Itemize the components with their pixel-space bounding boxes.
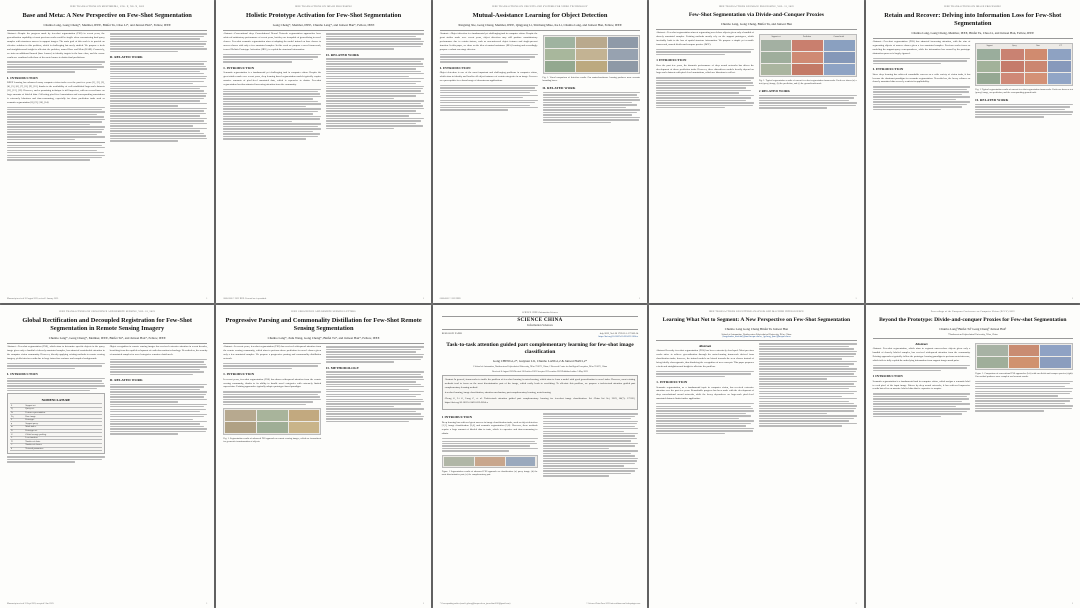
footer-page: 1 <box>422 603 424 605</box>
meaning: Query set. <box>24 408 101 412</box>
fig-label-gt: Ground truth <box>833 36 844 39</box>
figure-prototype-comparison <box>975 343 1073 370</box>
symbol: Q <box>10 408 24 412</box>
abstract-heading: Abstract <box>915 342 928 347</box>
footer-page: 1 <box>639 298 641 300</box>
abstract-text: Abstract—Despite the progress made by few-shot segmentation (FSS) in recent years, the generalization capability of most previous works could be fragile when encountering hard query samples with structures unseen in support images. The main goal of this work is to provide an effective solution to this problem, which is challenging but rarely studied. We propose a fresh and straightforward insight to alleviate the problem, named Base and Meta (BAM). Concretely, we train an additional branch (base learner) to identify targets in the base class, and the coarse results are combined with those of the meta learner to obtain final predictions. <box>7 32 105 59</box>
paper-progressive-parsing[interactable] <box>216 305 430 608</box>
article-type: RESEARCH PAPER <box>441 331 463 335</box>
footer-page: 1 <box>206 603 208 605</box>
abstract-text: Abstract. Few-shot segmentation, which aims to segment unseen-class objects given only a handful of densely labeled samples, has received widespread attention from the community. Existing approaches typically follow the prototype learning paradigm to perform meta-inference, which fails to fully exploit the underlying information from support image-mask pairs. <box>872 347 971 362</box>
meaning: Network parameters. <box>24 447 101 451</box>
footer-right: © Science China Press 2023 info.scichina.com link.springer.com <box>586 603 641 605</box>
figure-part-complementary <box>442 455 538 468</box>
journal-header: IEEE TRANSACTIONS ON IMAGE PROCESSING <box>295 6 353 8</box>
page-title: Few-Shot Segmentation via Divide-and-Conquer Proxies <box>688 11 824 18</box>
footer-left: Manuscript received 12 Sept 2022; accepted 3 Jan 2023. <box>7 603 54 605</box>
section-heading-intro: 1 INTRODUCTION <box>872 374 903 379</box>
meaning: Feature representation. <box>24 411 101 415</box>
author-list: Chunbo Lang, Gong Cheng*, Member, IEEE, Binfei Tu, Chao Li*, and Junwei Han*, Fellow, IEEE <box>43 22 171 27</box>
keywords-text: few-shot learning, image classification, attention mechanism, part complementary learning, meta-learning <box>444 391 551 395</box>
author-emails[interactable]: {langchunbo, binfeitu}@mail.nwpu.edu.cn, {gcheng, jhan}@nwpu.edu.cn <box>722 335 791 338</box>
paper-science-china[interactable] <box>433 305 647 608</box>
section-heading-intro: 1. INTRODUCTION <box>656 380 688 385</box>
journal-header: IEEE TRANSACTIONS ON MULTIMEDIA, VOL. X, NO. X, 2022 <box>70 6 145 8</box>
paper-mutual-assistance[interactable] <box>433 0 647 303</box>
meaning: Prototype set. <box>24 429 101 433</box>
intro-paragraph: DEEP learning has advanced many computer vision tasks over the past few years [1], [2], [3], [4], [5], [6], [7], [8], [9], [10], thanks to the availability of well-established large-scale datasets [11], [12], [13]. However, such a promising technique is still imperfect, with an over-reliance on large amounts of labeled data. Collecting pixel-level annotations and corresponding annotations is extremely laborious and time-consuming, especially for dense prediction tasks such as semantic segmentation [8], [9], [10], [14]. <box>7 81 105 104</box>
abstract-text: Abstract Recently few-shot segmentation (FSS) has been extensively developed. Most previous works strive to achieve generalization through the meta-learning framework derived from classification tasks; however, the trained models are biased towards the seen classes instead of being ideally class-agnostic, thus hindering the recognition of new concepts. This paper proposes a fresh and straightforward insight to alleviate the problem. <box>656 349 754 368</box>
table-title: NOMENCLATURE <box>41 398 71 403</box>
figure-caption: Figure 1. Comparison of conventional FSS approaches (left) with our divide-and-conquer proxies (right). Our method produces more complete and accurate masks. <box>975 373 1073 379</box>
paper-global-rectification[interactable] <box>0 305 214 608</box>
symbol: P <box>10 418 24 422</box>
footer-page: 1 <box>422 298 424 300</box>
footer-left: 0000-0000 © 2022 IEEE. <box>439 298 462 300</box>
journal-header: IEEE TRANSACTIONS ON IMAGE PROCESSING, VOL. 31, 2022 <box>718 6 794 8</box>
fig-label-ours: Ours <box>1036 45 1040 48</box>
symbol: Fq <box>10 415 24 419</box>
symbol: θ <box>10 447 24 451</box>
page-title: Holistic Prototype Activation for Few-Shot Segmentation <box>246 11 402 19</box>
doi-link[interactable]: https://doi.org/10.1007/s11432-022-3654-x <box>598 335 639 338</box>
author-list: Chunbo Lang Gong Cheng Binfei Tu Junwei Han <box>724 326 789 331</box>
symbol: m <box>10 426 24 430</box>
figure-caption: Fig. 1. Typical segmentation results of current few-shot segmentation frameworks. Each row shows a test (query) image, our prediction, and the corresponding ground truth. <box>975 89 1073 95</box>
footer-page: 1 <box>1071 603 1073 605</box>
symbol: C <box>10 444 24 448</box>
abstract-text: Abstract—In recent years, few-shot segmentation (FSS) has received widespread attention from the remote sensing community, which aims to perform dense prediction for novel classes given only a few annotated samples. We propose a progressive parsing and commonality distillation network. <box>223 345 322 360</box>
abstract-text: Abstract—Conventional deep Convolutional Neural Network segmentation approaches have achieved satisfactory performance of recent years, but they are incapable of generalizing to novel classes. Few-shot semantic segmentation aims at adapting the model trained on base classes to unseen classes with only a few annotated samples. In this work we propose a novel framework, termed Holistic Prototype Activation (HPA), to exploit the structural information. <box>223 32 322 51</box>
intro-paragraph: Semantic segmentation, as a fundamental topic in computer vision, has received extensive attention over the past few years. Remarkable progress has been made with the development of deep convolutional neural networks, while the heavy dependence on large-scale pixel-level annotated datasets limits further application. <box>656 385 754 401</box>
journal-subtitle: Information Sciences <box>527 323 553 328</box>
figure-caption: Fig. 1. Typical segmentation results of current few-shot segmentation frameworks. Each row shows (a) a test (query) image, (b) the prediction, and (c) the ground-truth mask. <box>758 80 857 86</box>
journal-brand: SCIENCE CHINA <box>517 318 563 324</box>
author-list: Chunbo Lang*, Jialu Wang, Gong Cheng*, Binfei Tu*, and Junwei Han*, Fellow, IEEE <box>267 335 380 340</box>
abstract-text: Abstract In general, frameworks to tackle the problem of few-shot learning is meta-learning, which aims to learn a model with good generalization to novel tasks. However, most existing methods tend to focus on the most discriminative part of the image, which easily leads to overfitting. To alleviate this problem, we propose a task-to-task attention guided part complementary learning method. <box>444 377 636 389</box>
journal-header: IEEE TRANSACTIONS ON IMAGE PROCESSING <box>944 6 1002 8</box>
intro-paragraph: Object recognition in remote sensing images has received extensive attention in recent decades, benefiting from the rapid development of earth observation technology. Nevertheless, the scarcity of annotated samples for novel categories remains a bottleneck. <box>109 345 208 357</box>
page-title: Task-to-task attention guided part complementary learning for few-shot image classification <box>446 341 634 355</box>
paper-divide-and-conquer[interactable] <box>649 0 863 303</box>
abstract-text: Abstract—Few-shot segmentation (FSS), which aims to determine specific objects in the query image given only a handful of densely annotated samples, has attracted considerable attention in the computer vision community. However, directly applying existing methods to remote sensing imagery yields inferior results due to large intra-class variance and complex backgrounds. <box>7 345 105 360</box>
author-list: Gong Cheng*, Member, IEEE, Chunbo Lang*, and Junwei Han*, Fellow, IEEE <box>272 22 375 27</box>
footer-left: 0000-0000 © 2022 IEEE. Personal use is permitted. <box>223 298 267 300</box>
meaning: Support set. <box>24 404 101 408</box>
symbol: Fs <box>10 411 24 415</box>
intro-paragraph: Semantic segmentation is a fundamental task in computer vision, which assigns a semantic label to each pixel of the input image. Driven by deep neural networks, it has achieved impressive results but relies on massive labeled data that is expensive to acquire. <box>872 379 971 391</box>
section-heading-method: II. METHODOLOGY <box>326 365 360 370</box>
section-heading-intro: I. INTRODUCTION <box>7 372 38 377</box>
figure-caption: Fig. 1. Visual comparison of detection results. Our mutual-assistance learning produces more accurate bounding boxes. <box>542 77 641 83</box>
footer-page: 1 <box>855 603 857 605</box>
meaning: Support query. <box>24 422 101 426</box>
journal-header: IEEE TRANSACTIONS ON GEOSCIENCE AND REMOTE SENSING, VOL. 61, 2023 <box>59 311 155 313</box>
intro-paragraph: Object detection is one of the most important and challenging problems in computer vision, which aims to identify and localize all object instances of certain categories in an image. It serves as a prerequisite for a broad range of downstream applications. <box>439 71 538 82</box>
symbol: p <box>10 422 24 426</box>
intro-paragraph: Since deep learning has achieved remarkable success on a wide variety of vision tasks, it has become the dominant paradigm for semantic segmentation. Nevertheless, the heavy reliance on densely annotated data severely restricts its applicability. <box>872 72 971 84</box>
symbol: L <box>10 436 24 440</box>
meaning: Base image. <box>24 415 101 419</box>
journal-header: IEEE TRANSACTIONS ON CIRCUITS AND SYSTEMS FOR VIDEO TECHNOLOGY <box>492 6 588 8</box>
section-heading-related: II. RELATED WORK <box>542 86 576 91</box>
citation-text: Cheng G, Li G, Lang C, et al. Task-to-task attention guided part complementary learning for few-shot image classification. Sci China Inf Sci, 2023, 66(7): 172103, https://doi.org/10.1007/s11432-022-3654-x <box>444 397 636 405</box>
section-heading-intro: 1 INTRODUCTION <box>656 58 687 63</box>
figure-remote-sensing-results <box>223 408 321 435</box>
affiliations: 1 School of Automation, Northwestern Polytechnical University, Xi'an 710072, China; 2 Research Center for Intelligent Perception, Xi'an 710072, China <box>472 365 608 368</box>
meaning: Number of shots. <box>24 440 101 444</box>
meaning: Mask index. <box>24 426 101 430</box>
section-heading-intro: I. INTRODUCTION <box>872 67 904 72</box>
paper-holistic-prototype[interactable] <box>216 0 430 303</box>
paper-beyond-prototype[interactable] <box>866 305 1080 608</box>
section-heading-intro: I. INTRODUCTION <box>7 75 38 80</box>
page-title: Progressive Parsing and Commonality Distillation for Few-Shot Remote Sensing Segmentation <box>225 316 422 332</box>
fig-label-query: Query <box>1011 45 1017 48</box>
symbol: S <box>10 404 24 408</box>
section-heading-related: II. RELATED WORK <box>109 378 143 383</box>
affiliations: School of Automation, Northwestern Polytechnical University, Xi'an, China <box>721 333 792 336</box>
figure-caption: Fig. 1. Segmentation results of advanced FSS approach on remote sensing images, which are inconsistent for geometric transformation of objects. <box>223 438 322 444</box>
meaning: Number of classes. <box>24 444 101 448</box>
section-heading-intro: I. INTRODUCTION <box>439 65 471 70</box>
meaning: Global average pooling. <box>24 433 101 437</box>
intro-paragraph: Deep learning has achieved great success in image classification tasks, such as object detection [1,2], image classification [3,4], and semantic segmentation [5,6]. However, these methods require a large amount of labeled data to train, which is expensive and time-consuming to obtain. <box>441 420 538 436</box>
section-heading-related: II. RELATED WORK <box>975 98 1009 103</box>
figure-caption: Figure 1 Segmentation results of advanced FSS approach on classification. (a) query image; (b) the most discriminative part; (c) the complementary part. <box>441 470 538 476</box>
page-title: Learning What Not to Segment: A New Perspective on Few-Shot Segmentation <box>662 316 851 323</box>
figure-fss-results <box>759 34 857 77</box>
symbol: G <box>10 433 24 437</box>
journal-header: SCIENCE CHINA Information Sciences <box>522 312 558 314</box>
author-list: Chunbo Lang, Gong Cheng, Binfei Tu, and Junwei Han <box>720 21 792 26</box>
section-heading-related: II. RELATED WORK <box>109 55 143 60</box>
author-list: Gong CHENG1,2*, Guiyuan LI1, Chunbo LANG1,2 & Junwei HAN1,2* <box>492 358 588 363</box>
figure-detection-results <box>543 35 641 74</box>
fig-label-gt: GT <box>1059 45 1062 48</box>
fig-label-support: Support set <box>771 36 781 39</box>
fig-label-prediction: Prediction <box>802 36 812 39</box>
abstract-text: Abstract—Object detection is a fundamental yet challenging task in computer vision. Despite the great strides made over recent years, object detection may still produce unsatisfactory performance due to certain factors, such as non-universal object features and single-present function. In this paper, we draw on the idea of mutual assistance (MA) learning and accordingly propose a robust one-stage detector. <box>439 32 538 51</box>
page-title: Global Rectification and Decoupled Registration for Few-Shot Segmentation in Remote Sensing Imagery <box>22 316 192 332</box>
author-list: Chunbo Lang¹ Binfei Tu¹ Gong Cheng¹ Junwei Han¹ <box>939 326 1007 331</box>
meaning: Loss function. <box>24 436 101 440</box>
abstract-box <box>442 375 638 410</box>
footer-left: Manuscript received 18 August 2022; revised 1 January 2023. <box>7 298 59 300</box>
abstract-text: Abstract—Few-shot segmentation (FSS) has attracted increasing attention, with the aim of segmenting objects of unseen classes given a few annotated samples. Previous works focus on modeling the support-query correspondence, while the information loss caused by the prototype abstraction process is largely ignored. <box>872 40 971 55</box>
footer-page: 1 <box>855 298 857 300</box>
paper-learning-what-not[interactable] <box>649 305 863 608</box>
fig-label-support: Support <box>986 45 993 48</box>
page-title: Base and Meta: A New Perspective on Few-Shot Segmentation <box>22 11 192 19</box>
nomenclature-table <box>7 393 105 454</box>
author-list: Xingxing Xie, Gong Cheng, Member, IEEE, Qingyang Li, Shicheng Miao, Ke Li, Chunbo Lang, and Junwei Han, Fellow, IEEE <box>458 22 622 27</box>
author-list: Chunbo Lang*, Gong Cheng*, Member, IEEE, Binfei Tu*, and Junwei Han*, Fellow, IEEE <box>48 335 166 340</box>
page-title: Mutual-Assistance Learning for Object Detection <box>472 11 608 19</box>
journal-header: IEEE TRANSACTIONS ON PATTERN ANALYSIS AND MACHINE INTELLIGENCE <box>708 311 804 313</box>
section-heading-intro: I. INTRODUCTION <box>223 65 255 70</box>
paper-retain-and-recover[interactable] <box>866 0 1080 303</box>
footer-page: 1 <box>206 298 208 300</box>
author-list: Chunbo Lang, Gong Cheng, Member, IEEE, Binfei Tu, Chao Li, and Junwei Han, Fellow, IEEE <box>911 30 1035 35</box>
figure-fss-qualitative <box>975 43 1073 86</box>
footer-left: * Corresponding author (email: gcheng@nwpu.edu.cn, junweihan2010@gmail.com) <box>439 603 511 605</box>
intro-paragraph: In recent years, few-shot segmentation (FSS) has drawn widespread attention from the remote sensing community, thanks to its ability to handle novel categories with extremely limited supervision. Existing approaches typically adopt a prototype-based paradigm. <box>223 377 322 389</box>
journal-header: Proceedings of the European Conference on Computer Vision (ECCV) 2022 <box>930 311 1015 313</box>
symbol: N <box>10 440 24 444</box>
symbol: D <box>10 429 24 433</box>
table-row <box>10 447 102 451</box>
paper-base-and-meta[interactable] <box>0 0 214 303</box>
publication-line: July 2023, Vol. 66 172103:1–172103:14 <box>599 331 639 335</box>
section-heading-intro: 1 INTRODUCTION <box>441 415 473 420</box>
page-title: Retain and Recover: Delving into Information Loss for Few-Shot Segmentation <box>884 11 1062 27</box>
journal-header: IEEE GEOSCIENCE AND REMOTE SENSING LETTERS <box>291 311 356 313</box>
section-heading-related: II. RELATED WORK <box>326 52 360 57</box>
footer-page: 1 <box>1071 298 1073 300</box>
intro-paragraph: Semantic segmentation is a fundamental yet challenging task in computer vision. Despite the great strides made over recent years, deep learning based segmentation models typically require massive amounts of pixel-level annotated data, which is expensive to obtain. Few-shot segmentation has thus attracted increasing attention from the community. <box>223 71 322 86</box>
page-title: Beyond the Prototype: Divide-and-conquer Proxies for Few-shot Segmentation <box>879 316 1067 323</box>
intro-paragraph: Over the past few years, the dramatic performance of deep neural networks has driven the development of dense prediction tasks. However, these data-driven models heavily depend on large-scale datasets with pixel-level annotations, which are laborious to collect. <box>656 63 754 75</box>
received-line: Received 6 August 2022/Revised 10 October 2022/Accepted 2 December 2022/Published online 5 May 2023 <box>492 370 588 373</box>
abstract-text: Abstract—Few-shot segmentation aims at segmenting novel-class objects given only a handful of densely annotated samples. Existing methods mostly rely on the support prototypes, which inevitably leads to the loss of spatial structure information. We propose a simple yet versatile framework, named divide-and-conquer proxies (DCP). <box>656 31 754 46</box>
section-heading-related: 2 RELATED WORK <box>758 89 791 94</box>
section-heading-intro: I. INTRODUCTION <box>223 372 255 377</box>
meaning: Prototype. <box>24 418 101 422</box>
affiliations: ¹ Northwestern Polytechnical University, Xi'an, China <box>947 333 998 336</box>
abstract-heading: Abstract <box>698 344 712 349</box>
